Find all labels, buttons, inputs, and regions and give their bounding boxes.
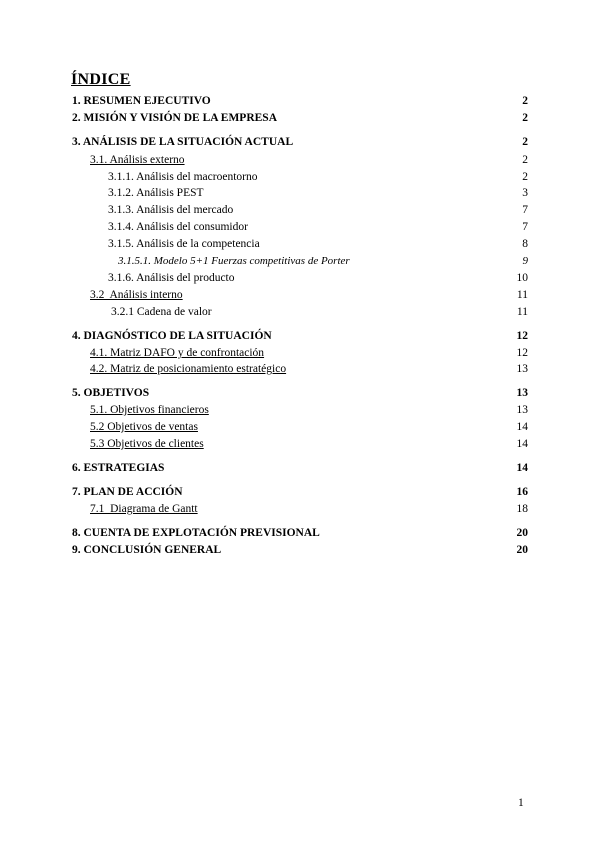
toc-entry-label: 3.1.5.1. Modelo 5+1 Fuerzas competitivas de Porter	[118, 255, 350, 267]
toc-entry-page: 14	[516, 421, 528, 433]
toc-entry-page: 12	[516, 330, 528, 342]
toc-entry-cadena-valor[interactable]	[111, 305, 528, 319]
toc-entry-objetivos[interactable]	[72, 386, 528, 400]
toc-entry-page: 7	[522, 221, 528, 233]
toc-entry-label: 3.2.1 Cadena de valor	[111, 306, 212, 318]
toc-entry-page: 12	[516, 347, 528, 359]
toc-entry-conclusion[interactable]	[72, 543, 528, 557]
toc-entry-page: 16	[516, 486, 528, 498]
toc-entry-objetivos-financieros[interactable]	[90, 403, 528, 417]
toc-entry-label: 3.1. Análisis externo	[90, 154, 185, 166]
toc-entry-gantt[interactable]	[90, 502, 528, 516]
toc-entry-page: 2	[522, 154, 528, 166]
toc-entry-objetivos-ventas[interactable]	[90, 420, 528, 434]
toc-entry-label: 5. OBJETIVOS	[72, 387, 150, 399]
toc-entry-label: 3. ANÁLISIS DE LA SITUACIÓN ACTUAL	[72, 136, 294, 148]
toc-entry-page: 8	[522, 238, 528, 250]
toc-entry-page: 18	[516, 503, 528, 515]
toc-entry-cuenta-explotacion[interactable]	[72, 526, 528, 540]
toc-entry-label: 4.2. Matriz de posicionamiento estratégico	[90, 363, 287, 375]
toc-entry-analisis-situacion[interactable]	[72, 135, 528, 149]
toc-entry-label: 7. PLAN DE ACCIÓN	[72, 486, 183, 498]
toc-entry-label: 1. RESUMEN EJECUTIVO	[72, 95, 211, 107]
toc-entry-label: 4.1. Matriz DAFO y de confrontación	[90, 347, 265, 359]
toc-entry-analisis-interno[interactable]	[90, 288, 528, 302]
toc-entry-label: 9. CONCLUSIÓN GENERAL	[72, 544, 222, 556]
toc-entry-label: 3.1.5. Análisis de la competencia	[108, 238, 260, 250]
toc-entry-label: 8. CUENTA DE EXPLOTACIÓN PREVISIONAL	[72, 527, 320, 539]
toc-entry-page: 10	[516, 272, 528, 284]
toc-entry-page: 7	[522, 204, 528, 216]
toc-entry-dafo[interactable]	[90, 346, 528, 360]
toc-entry-page: 20	[516, 527, 528, 539]
toc-entry-label: 5.3 Objetivos de clientes	[90, 438, 204, 450]
toc-entry-page: 20	[516, 544, 528, 556]
toc-entry-page: 11	[516, 289, 528, 301]
toc-entry-page: 13	[516, 363, 528, 375]
toc-entry-page: 2	[522, 95, 528, 107]
toc-entry-label: 4. DIAGNÓSTICO DE LA SITUACIÓN	[72, 330, 272, 342]
toc-entry-porter[interactable]	[118, 254, 528, 268]
toc-entry-page: 2	[522, 136, 528, 148]
toc-entry-page: 14	[516, 438, 528, 450]
toc-entry-page: 3	[522, 187, 528, 199]
toc-entry-page: 14	[516, 462, 528, 474]
toc-entry-estrategias[interactable]	[72, 461, 528, 475]
toc-entry-competencia[interactable]	[108, 237, 528, 251]
toc-entry-label: 5.1. Objetivos financieros	[90, 404, 209, 416]
toc-entry-mercado[interactable]	[108, 203, 528, 217]
toc-title: ÍNDICE	[71, 71, 131, 88]
toc-entry-producto[interactable]	[108, 271, 528, 285]
toc-entry-analisis-externo[interactable]	[90, 153, 528, 167]
toc-entry-label: 3.2 Análisis interno	[90, 289, 183, 301]
toc-entry-page: 2	[522, 171, 528, 183]
toc-entry-page: 9	[522, 255, 528, 267]
toc-entry-label: 7.1 Diagrama de Gantt	[90, 503, 198, 515]
toc-entry-diagnostico[interactable]	[72, 329, 528, 343]
toc-entry-consumidor[interactable]	[108, 220, 528, 234]
page-number: 1	[518, 797, 524, 809]
toc-entry-label: 2. MISIÓN Y VISIÓN DE LA EMPRESA	[72, 112, 278, 124]
toc-entry-label: 3.1.6. Análisis del producto	[108, 272, 235, 284]
toc-entry-resumen-ejecutivo[interactable]	[72, 94, 528, 108]
toc-entry-label: 3.1.3. Análisis del mercado	[108, 204, 234, 216]
toc-entry-page: 13	[516, 387, 528, 399]
toc-entry-plan-accion[interactable]	[72, 485, 528, 499]
toc-entry-label: 6. ESTRATEGIAS	[72, 462, 165, 474]
toc-entry-mision-vision[interactable]	[72, 111, 528, 125]
toc-entry-label: 5.2 Objetivos de ventas	[90, 421, 198, 433]
toc-entry-label: 3.1.4. Análisis del consumidor	[108, 221, 248, 233]
toc-entry-label: 3.1.2. Análisis PEST	[108, 187, 204, 199]
toc-entry-label: 3.1.1. Análisis del macroentorno	[108, 171, 258, 183]
toc-entry-macroentorno[interactable]	[108, 170, 528, 184]
toc-entry-objetivos-clientes[interactable]	[90, 437, 528, 451]
toc-entry-posicionamiento[interactable]	[90, 362, 528, 376]
toc-entry-page: 13	[516, 404, 528, 416]
toc-entry-pest[interactable]	[108, 186, 528, 200]
toc-entry-page: 2	[522, 112, 528, 124]
toc-entry-page: 11	[516, 306, 528, 318]
